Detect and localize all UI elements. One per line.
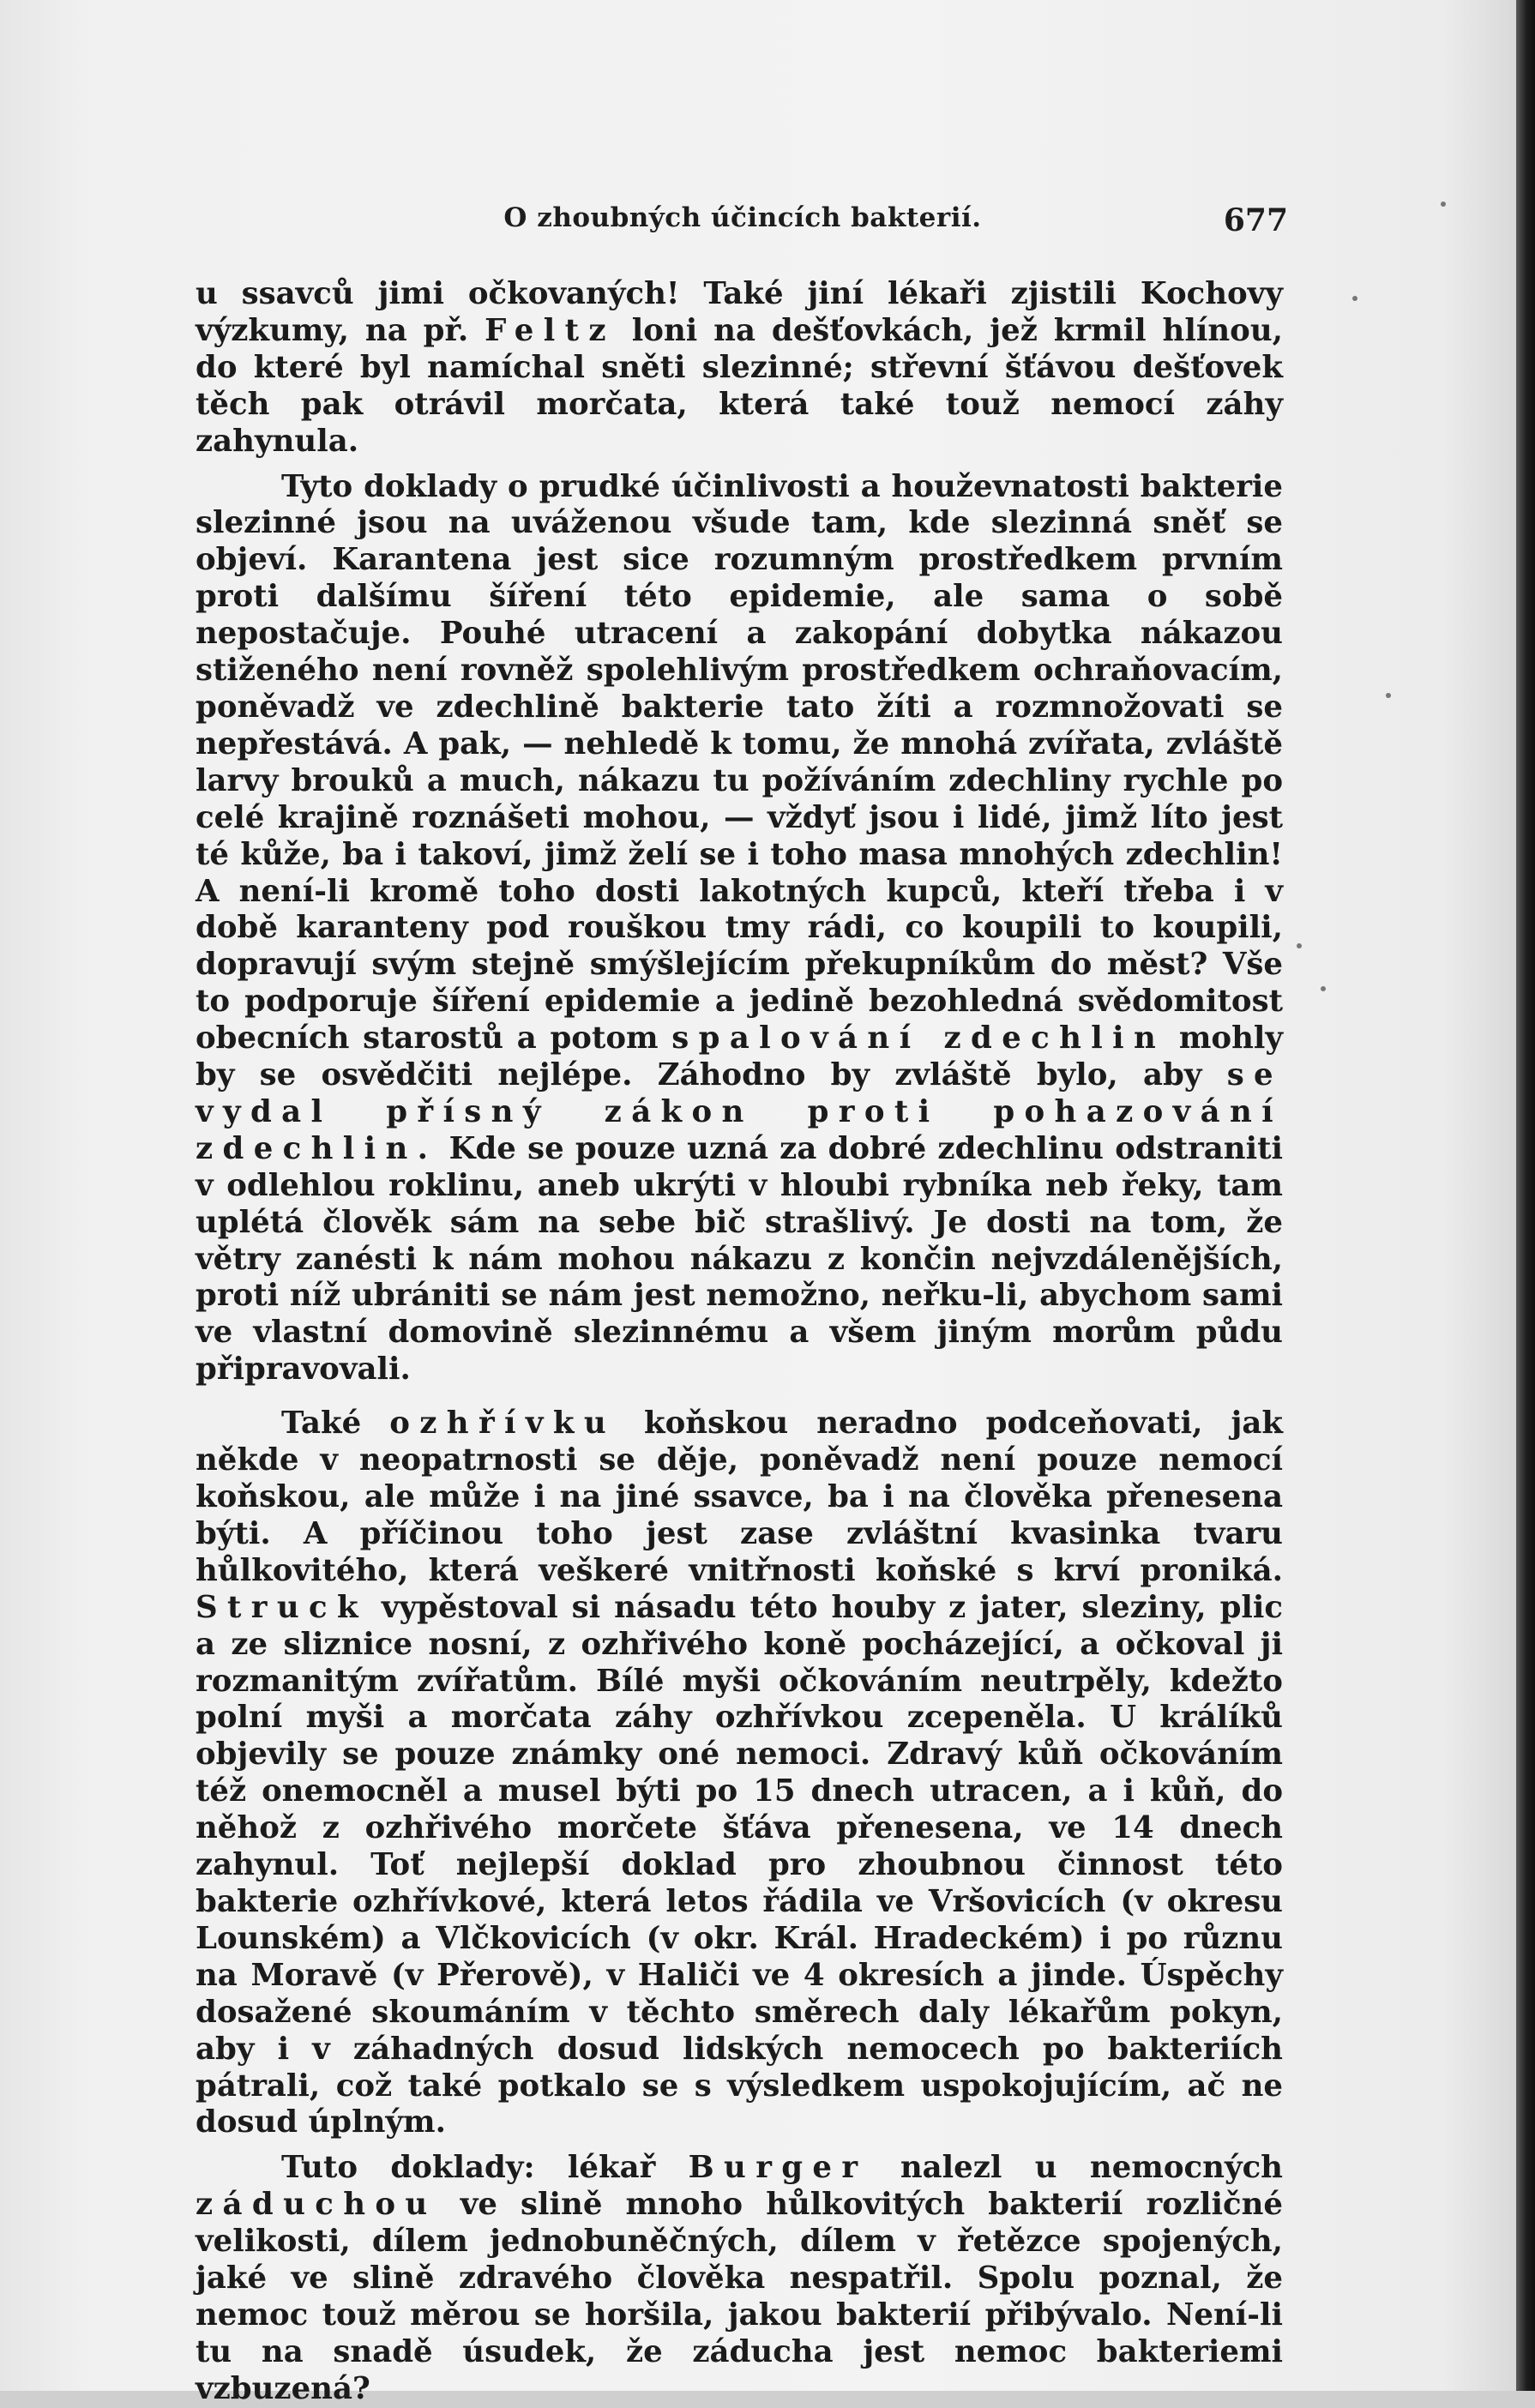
paragraph bbox=[196, 2150, 1283, 2407]
text-run: koňskou neradno podceňovati, jak někde v neopatrnosti se děje, poněvadž není pouze nemocí koňskou, ale může i na jiné ssavce, ba i na člověka přenesena býti. A příčinou toho jest zase zvláštní kvasinka tvaru hůlkovitého, která veškeré vnitřnosti koňské s krví proniká. bbox=[196, 1406, 1283, 1588]
body-text bbox=[196, 276, 1283, 2408]
emphasis-spaced: ozhřívku bbox=[389, 1406, 616, 1442]
text-run: u ssavců jimi očkovaných! Také jiní lékaři zjistili Kochovy výzkumy, na př. bbox=[196, 276, 1283, 348]
author-name-spaced: Struck bbox=[196, 1589, 368, 1625]
author-name-spaced: Burger bbox=[688, 2150, 868, 2186]
emphasis-spaced: spalování zdechlin bbox=[671, 1020, 1166, 1057]
print-speck bbox=[1321, 986, 1326, 991]
paragraph bbox=[196, 276, 1283, 461]
text-run: loni na dešťovkách, jež krmil hlínou, do které byl namíchal sněti slezinné; střevní šťávou dešťovek těch pak otrávil morčata, která také touž nemocí záhy zahynula. bbox=[196, 312, 1283, 459]
print-speck bbox=[1386, 693, 1391, 698]
print-speck bbox=[1352, 296, 1357, 301]
paragraph bbox=[196, 469, 1283, 1389]
emphasis-spaced: se vydal přísný zákon proti pohazování zdechlin. bbox=[196, 1057, 1283, 1166]
text-run: Také bbox=[281, 1406, 390, 1442]
text-run: Tuto doklady: lékař bbox=[281, 2150, 689, 2186]
text-run: nalezl u nemocných bbox=[867, 2150, 1283, 2186]
book-edge-shadow bbox=[1516, 0, 1535, 2391]
text-run: Kde se pouze uzná za dobré zdechlinu odstraniti v odlehlou roklinu, aneb ukrýti v hloubi rybníka neb řeky, tam uplétá člověk sám na sebe bič strašlivý. Je dosti na tom, že větry zanésti k nám mohou nákazu z končin nejvzdálenějších, proti níž ubrániti se nám jest nemožno, neřku-li, abychom sami ve vlastní domovině slezinnému a všem jiným morům půdu připravovali. bbox=[196, 1130, 1283, 1388]
print-speck bbox=[1297, 943, 1302, 948]
page-number: 677 bbox=[1223, 202, 1288, 238]
text-run: ve slině mnoho hůlkovitých bakterií rozličné velikosti, dílem jednobuněčných, dílem v řetězce spojených, jaké ve slině zdravého člověka nespatřil. Spolu poznal, že nemoc touž měrou se horšila, jakou bakterií přibývalo. Není-li tu na snadě úsudek, že záducha jest nemoc bakteriemi vzbuzená? bbox=[196, 2187, 1283, 2406]
print-speck bbox=[1441, 202, 1446, 207]
emphasis-spaced: záduchou bbox=[196, 2187, 437, 2223]
text-run: mohly by se osvědčiti nejlépe. Záhodno by zvláště bylo, aby bbox=[196, 1020, 1284, 1093]
running-title: O zhoubných účincích bakterií. bbox=[503, 202, 982, 233]
paragraph bbox=[196, 1406, 1283, 2141]
author-name-spaced: Feltz bbox=[485, 312, 616, 348]
text-run: vypěstoval si násadu této houby z jater, sleziny, plic a ze sliznice nosní, z ozhřivého koně pocházející, a očkoval ji rozmanitým zvířatům. Bílé myši očkováním neutrpěly, kdežto polní myši a morčata záhy ozhřívkou zcepeněla. U králíků objevily se pouze známky oné nemoci. Zdravý kůň očkováním též onemocněl a musel býti po 15 dnech utracen, a i kůň, do něhož z ozhřivého morčete šťáva přenesena, ve 14 dnech zahynul. Toť nejlepší doklad pro zhoubnou činnost této bakterie ozhřívkové, která letos řádila ve Vršovicích (v okresu Lounském) a Vlčkovicích (v okr. Král. Hradeckém) i po různu na Moravě (v Přerově), v Haliči ve 4 okresích a jinde. Úspěchy dosažené skoumáním v těchto směrech daly lékařům pokyn, aby i v záhadných dosud lidských nemocech po bakteriích pátrali, což také potkalo se s výsledkem uspokojujícím, ač ne dosud úplným. bbox=[196, 1589, 1283, 2140]
text-run: Tyto doklady o prudké účinlivosti a houževnatosti bakterie slezinné jsou na uváženou všude tam, kde slezinná sněť se objeví. Karantena jest sice rozumným prostředkem prvním proti dalšímu šíření této epidemie, ale sama o sobě nepostačuje. Pouhé utracení a zakopání dobytka nákazou stiženého není rovněž spolehlivým prostředkem ochraňovacím, poněvadž ve zdechlině bakterie tato žíti a rozmnožovati se nepřestává. A pak, — nehledě k tomu, že mnohá zvířata, zvláště larvy brouků a much, nákazu tu požíváním zdechliny rychle po celé krajině roznášeti mohou, — vždyť jsou i lidé, jimž líto jest té kůže, ba i takoví, jimž želí se i toho masa mnohých zdechlin! A není-li kromě toho dosti lakotných kupců, kteří třeba i v době karanteny pod rouškou tmy rádi, co koupili to koupili, dopravují svým stejně smýšlejícím překupníkům do měst? Vše to podporuje šíření epidemie a jedině bezohledná svědomitost obecních starostů a potom bbox=[196, 468, 1283, 1057]
page-header bbox=[197, 202, 1288, 245]
